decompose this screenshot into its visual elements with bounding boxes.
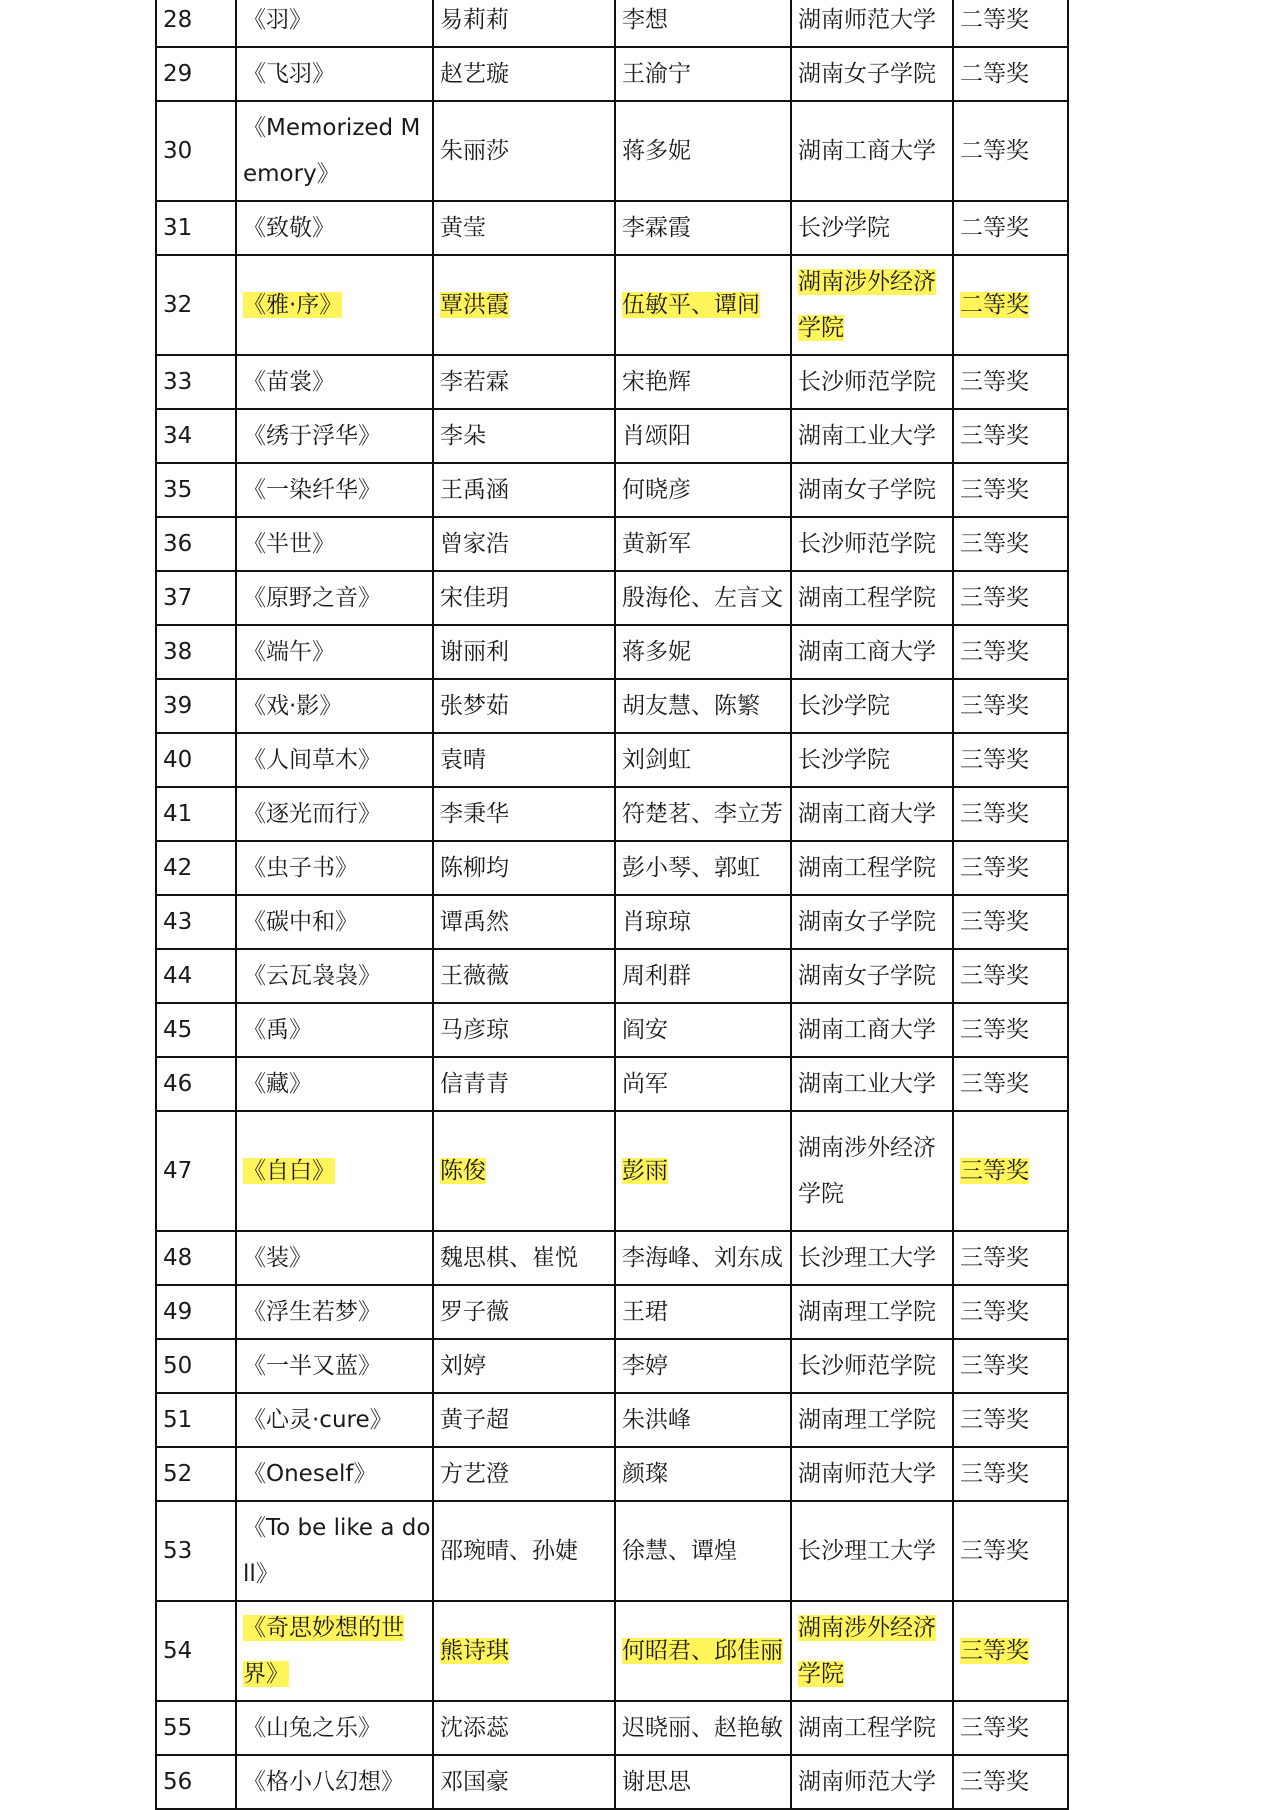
school-name: 湖南工程学院 [791, 571, 953, 625]
award-level: 三等奖 [953, 1285, 1068, 1339]
author-name: 邓国豪 [433, 1755, 615, 1809]
table-row-highlighted [156, 1111, 1068, 1231]
author-name: 易莉莉 [433, 0, 615, 47]
work-title [236, 255, 433, 355]
table-row [156, 1339, 1068, 1393]
row-number: 49 [156, 1285, 236, 1339]
row-number: 30 [156, 101, 236, 201]
author-name: 邵琬晴、孙婕 [433, 1501, 615, 1601]
row-number: 28 [156, 0, 236, 47]
work-title: 《原野之音》 [236, 571, 433, 625]
table-row [156, 895, 1068, 949]
award-level: 二等奖 [953, 47, 1068, 101]
teacher-name: 王珺 [615, 1285, 791, 1339]
award-level: 三等奖 [953, 1339, 1068, 1393]
row-number: 33 [156, 355, 236, 409]
row-number: 56 [156, 1755, 236, 1809]
table-row [156, 463, 1068, 517]
table-row [156, 679, 1068, 733]
school-name: 长沙理工大学 [791, 1501, 953, 1601]
table-row [156, 733, 1068, 787]
row-number: 46 [156, 1057, 236, 1111]
work-title: 《云瓦袅袅》 [236, 949, 433, 1003]
table-row-highlighted [156, 1601, 1068, 1701]
highlight-mark: 三等奖 [960, 1158, 1029, 1184]
author-name: 袁晴 [433, 733, 615, 787]
school-name: 湖南工商大学 [791, 625, 953, 679]
award-level: 三等奖 [953, 1755, 1068, 1809]
work-title: 《禹》 [236, 1003, 433, 1057]
work-title: 《一半又蓝》 [236, 1339, 433, 1393]
highlight-mark: 二等奖 [960, 292, 1029, 318]
row-number: 31 [156, 201, 236, 255]
highlight-mark: 覃洪霞 [440, 292, 509, 318]
award-level: 三等奖 [953, 787, 1068, 841]
highlight-mark: 《奇思妙想的世界》 [243, 1615, 404, 1687]
teacher-name: 李海峰、刘东成 [615, 1231, 791, 1285]
row-number: 45 [156, 1003, 236, 1057]
row-number: 54 [156, 1601, 236, 1701]
table-row [156, 409, 1068, 463]
author-name: 马彦琼 [433, 1003, 615, 1057]
table-row [156, 201, 1068, 255]
row-number: 55 [156, 1701, 236, 1755]
highlight-mark: 《自白》 [243, 1158, 335, 1184]
school-name: 湖南工商大学 [791, 101, 953, 201]
school-name: 湖南理工学院 [791, 1393, 953, 1447]
table-row [156, 1393, 1068, 1447]
award-level: 三等奖 [953, 949, 1068, 1003]
row-number: 39 [156, 679, 236, 733]
work-title: 《半世》 [236, 517, 433, 571]
teacher-name: 谢思思 [615, 1755, 791, 1809]
row-number: 40 [156, 733, 236, 787]
author-name: 罗子薇 [433, 1285, 615, 1339]
work-title: 《飞羽》 [236, 47, 433, 101]
table-row [156, 949, 1068, 1003]
school-name: 湖南工业大学 [791, 409, 953, 463]
school-name [791, 1601, 953, 1701]
school-name [791, 255, 953, 355]
teacher-name: 阎安 [615, 1003, 791, 1057]
author-name: 曾家浩 [433, 517, 615, 571]
table-row [156, 0, 1068, 47]
award-level: 三等奖 [953, 571, 1068, 625]
school-name: 湖南女子学院 [791, 895, 953, 949]
teacher-name: 肖琼琼 [615, 895, 791, 949]
award-level: 三等奖 [953, 625, 1068, 679]
table-row [156, 787, 1068, 841]
work-title: 《致敬》 [236, 201, 433, 255]
teacher-name [615, 1601, 791, 1701]
author-name: 张梦茹 [433, 679, 615, 733]
school-name: 湖南师范大学 [791, 0, 953, 47]
row-number: 36 [156, 517, 236, 571]
highlight-mark: 熊诗琪 [440, 1638, 509, 1664]
work-title: 《Memorized Memory》 [236, 101, 433, 201]
award-level: 二等奖 [953, 101, 1068, 201]
award-level [953, 1601, 1068, 1701]
work-title: 《苗裳》 [236, 355, 433, 409]
author-name: 黄莹 [433, 201, 615, 255]
school-name: 长沙学院 [791, 733, 953, 787]
work-title: 《虫子书》 [236, 841, 433, 895]
work-title: 《Oneself》 [236, 1447, 433, 1501]
table-row [156, 1285, 1068, 1339]
author-name: 刘婷 [433, 1339, 615, 1393]
teacher-name: 何晓彦 [615, 463, 791, 517]
school-name: 湖南工程学院 [791, 1701, 953, 1755]
award-level: 三等奖 [953, 1447, 1068, 1501]
row-number: 47 [156, 1111, 236, 1231]
school-name: 湖南工商大学 [791, 787, 953, 841]
table-row [156, 517, 1068, 571]
teacher-name [615, 255, 791, 355]
row-number: 34 [156, 409, 236, 463]
highlight-mark: 彭雨 [622, 1158, 668, 1184]
work-title: 《羽》 [236, 0, 433, 47]
work-title [236, 1601, 433, 1701]
author-name: 陈柳均 [433, 841, 615, 895]
author-name: 李若霖 [433, 355, 615, 409]
highlight-mark: 陈俊 [440, 1158, 486, 1184]
school-name: 长沙理工大学 [791, 1231, 953, 1285]
author-name: 李秉华 [433, 787, 615, 841]
school-name: 湖南女子学院 [791, 949, 953, 1003]
author-name: 王禹涵 [433, 463, 615, 517]
teacher-name: 李霖霞 [615, 201, 791, 255]
teacher-name: 尚军 [615, 1057, 791, 1111]
row-number: 35 [156, 463, 236, 517]
author-name: 李朵 [433, 409, 615, 463]
school-name: 湖南工程学院 [791, 841, 953, 895]
award-level: 三等奖 [953, 895, 1068, 949]
work-title: 《To be like a doll》 [236, 1501, 433, 1601]
award-level: 三等奖 [953, 1701, 1068, 1755]
work-title: 《藏》 [236, 1057, 433, 1111]
author-name: 魏思棋、崔悦 [433, 1231, 615, 1285]
row-number: 51 [156, 1393, 236, 1447]
award-level: 三等奖 [953, 841, 1068, 895]
teacher-name: 徐慧、谭煌 [615, 1501, 791, 1601]
table-row [156, 47, 1068, 101]
author-name: 朱丽莎 [433, 101, 615, 201]
work-title: 《浮生若梦》 [236, 1285, 433, 1339]
award-level: 三等奖 [953, 517, 1068, 571]
school-name: 湖南理工学院 [791, 1285, 953, 1339]
author-name: 黄子超 [433, 1393, 615, 1447]
school-name: 湖南涉外经济学院 [791, 1111, 953, 1231]
author-name: 沈添蕊 [433, 1701, 615, 1755]
school-name: 长沙师范学院 [791, 517, 953, 571]
school-name: 湖南师范大学 [791, 1755, 953, 1809]
work-title: 《一染纤华》 [236, 463, 433, 517]
row-number: 38 [156, 625, 236, 679]
author-name: 方艺澄 [433, 1447, 615, 1501]
teacher-name: 肖颂阳 [615, 409, 791, 463]
table-row [156, 1231, 1068, 1285]
table-row [156, 355, 1068, 409]
award-level [953, 255, 1068, 355]
row-number: 43 [156, 895, 236, 949]
award-level: 三等奖 [953, 1501, 1068, 1601]
work-title: 《山兔之乐》 [236, 1701, 433, 1755]
highlight-mark: 湖南涉外经济学院 [798, 269, 936, 341]
author-name: 王薇薇 [433, 949, 615, 1003]
author-name: 谢丽利 [433, 625, 615, 679]
table-row [156, 1701, 1068, 1755]
teacher-name: 彭小琴、郭虹 [615, 841, 791, 895]
highlight-mark: 伍敏平、谭间 [622, 292, 760, 318]
work-title: 《心灵·cure》 [236, 1393, 433, 1447]
row-number: 29 [156, 47, 236, 101]
row-number: 37 [156, 571, 236, 625]
award-level: 三等奖 [953, 409, 1068, 463]
teacher-name: 李婷 [615, 1339, 791, 1393]
table-row [156, 1755, 1068, 1809]
table-row [156, 625, 1068, 679]
work-title: 《绣于浮华》 [236, 409, 433, 463]
teacher-name: 迟晓丽、赵艳敏 [615, 1701, 791, 1755]
author-name: 赵艺璇 [433, 47, 615, 101]
school-name: 湖南女子学院 [791, 463, 953, 517]
teacher-name: 颜璨 [615, 1447, 791, 1501]
school-name: 湖南女子学院 [791, 47, 953, 101]
teacher-name: 朱洪峰 [615, 1393, 791, 1447]
award-level: 三等奖 [953, 1057, 1068, 1111]
author-name [433, 255, 615, 355]
teacher-name: 宋艳辉 [615, 355, 791, 409]
school-name: 长沙师范学院 [791, 355, 953, 409]
school-name: 湖南工商大学 [791, 1003, 953, 1057]
author-name [433, 1111, 615, 1231]
teacher-name: 胡友慧、陈繁 [615, 679, 791, 733]
teacher-name: 符楚茗、李立芳 [615, 787, 791, 841]
award-level: 二等奖 [953, 0, 1068, 47]
teacher-name: 李想 [615, 0, 791, 47]
row-number: 52 [156, 1447, 236, 1501]
award-level: 三等奖 [953, 679, 1068, 733]
work-title: 《装》 [236, 1231, 433, 1285]
highlight-mark: 湖南涉外经济学院 [798, 1615, 936, 1687]
row-number: 50 [156, 1339, 236, 1393]
teacher-name [615, 1111, 791, 1231]
highlight-mark: 三等奖 [960, 1638, 1029, 1664]
row-number: 44 [156, 949, 236, 1003]
work-title: 《端午》 [236, 625, 433, 679]
row-number: 41 [156, 787, 236, 841]
award-level [953, 1111, 1068, 1231]
table-row [156, 1447, 1068, 1501]
school-name: 湖南工业大学 [791, 1057, 953, 1111]
award-list-sheet [155, 0, 1069, 1810]
teacher-name: 王渝宁 [615, 47, 791, 101]
author-name: 谭禹然 [433, 895, 615, 949]
work-title: 《人间草木》 [236, 733, 433, 787]
table-row [156, 1057, 1068, 1111]
school-name: 长沙学院 [791, 679, 953, 733]
author-name: 宋佳玥 [433, 571, 615, 625]
row-number: 48 [156, 1231, 236, 1285]
award-level: 三等奖 [953, 1393, 1068, 1447]
table-row [156, 1003, 1068, 1057]
table-row [156, 841, 1068, 895]
row-number: 32 [156, 255, 236, 355]
work-title: 《戏·影》 [236, 679, 433, 733]
table-row [156, 101, 1068, 201]
teacher-name: 殷海伦、左言文 [615, 571, 791, 625]
author-name: 信青青 [433, 1057, 615, 1111]
award-level: 三等奖 [953, 463, 1068, 517]
highlight-mark: 《雅·序》 [243, 292, 343, 318]
award-level: 二等奖 [953, 201, 1068, 255]
award-level: 三等奖 [953, 355, 1068, 409]
row-number: 53 [156, 1501, 236, 1601]
work-title: 《逐光而行》 [236, 787, 433, 841]
row-number: 42 [156, 841, 236, 895]
award-table [155, 0, 1069, 1810]
teacher-name: 周利群 [615, 949, 791, 1003]
author-name [433, 1601, 615, 1701]
school-name: 长沙学院 [791, 201, 953, 255]
award-level: 三等奖 [953, 1003, 1068, 1057]
table-row [156, 571, 1068, 625]
work-title [236, 1111, 433, 1231]
school-name: 湖南师范大学 [791, 1447, 953, 1501]
highlight-mark: 何昭君、邱佳丽 [622, 1638, 783, 1664]
teacher-name: 蒋多妮 [615, 101, 791, 201]
award-level: 三等奖 [953, 1231, 1068, 1285]
work-title: 《格小八幻想》 [236, 1755, 433, 1809]
teacher-name: 刘剑虹 [615, 733, 791, 787]
table-row-highlighted [156, 255, 1068, 355]
teacher-name: 黄新军 [615, 517, 791, 571]
school-name: 长沙师范学院 [791, 1339, 953, 1393]
award-level: 三等奖 [953, 733, 1068, 787]
table-row [156, 1501, 1068, 1601]
work-title: 《碳中和》 [236, 895, 433, 949]
teacher-name: 蒋多妮 [615, 625, 791, 679]
